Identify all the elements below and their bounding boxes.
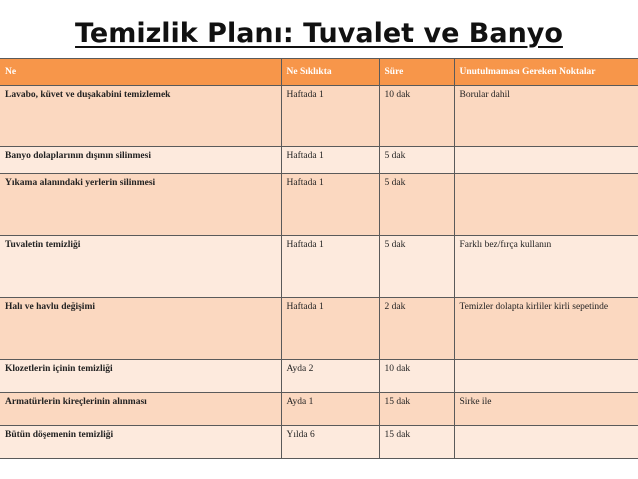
table-row: [0, 236, 638, 298]
table-row: [0, 393, 638, 426]
table-row: [0, 174, 638, 236]
frequency-cell: Haftada 1: [281, 174, 379, 236]
task-cell: Banyo dolaplarının dışının silinmesi: [0, 147, 281, 174]
notes-cell: [454, 174, 638, 236]
task-cell: Bütün döşemenin temizliği: [0, 426, 281, 459]
notes-cell: [454, 360, 638, 393]
frequency-cell: Yılda 6: [281, 426, 379, 459]
notes-cell: [454, 147, 638, 174]
header-task: Ne: [0, 59, 281, 86]
frequency-cell: Haftada 1: [281, 236, 379, 298]
table-row: [0, 360, 638, 393]
task-cell: Yıkama alanındaki yerlerin silinmesi: [0, 174, 281, 236]
task-cell: Lavabo, küvet ve duşakabini temizlemek: [0, 86, 281, 147]
duration-cell: 5 dak: [379, 174, 454, 236]
notes-cell: Borular dahil: [454, 86, 638, 147]
notes-cell: Temizler dolapta kirliler kirli sepetinde: [454, 298, 638, 360]
header-notes: Unutulmaması Gereken Noktalar: [454, 59, 638, 86]
page-title-text: Temizlik Planı: Tuvalet ve Banyo: [75, 18, 563, 49]
frequency-cell: Ayda 1: [281, 393, 379, 426]
frequency-cell: Haftada 1: [281, 298, 379, 360]
task-cell: Klozetlerin içinin temizliği: [0, 360, 281, 393]
duration-cell: 15 dak: [379, 426, 454, 459]
duration-cell: 15 dak: [379, 393, 454, 426]
frequency-cell: Haftada 1: [281, 147, 379, 174]
notes-cell: [454, 426, 638, 459]
page-title: [0, 14, 638, 54]
table-row: [0, 147, 638, 174]
notes-cell: Sirke ile: [454, 393, 638, 426]
table-row: [0, 86, 638, 147]
task-cell: Halı ve havlu değişimi: [0, 298, 281, 360]
task-cell: Tuvaletin temizliği: [0, 236, 281, 298]
header-duration: Süre: [379, 59, 454, 86]
notes-cell: Farklı bez/fırça kullanın: [454, 236, 638, 298]
table-row: [0, 298, 638, 360]
header-frequency: Ne Sıklıkta: [281, 59, 379, 86]
duration-cell: 5 dak: [379, 236, 454, 298]
frequency-cell: Haftada 1: [281, 86, 379, 147]
duration-cell: 5 dak: [379, 147, 454, 174]
duration-cell: 2 dak: [379, 298, 454, 360]
table-header-row: [0, 59, 638, 86]
cleaning-plan-table: [0, 58, 638, 459]
task-cell: Armatürlerin kireçlerinin alınması: [0, 393, 281, 426]
table-row: [0, 426, 638, 459]
duration-cell: 10 dak: [379, 86, 454, 147]
duration-cell: 10 dak: [379, 360, 454, 393]
frequency-cell: Ayda 2: [281, 360, 379, 393]
